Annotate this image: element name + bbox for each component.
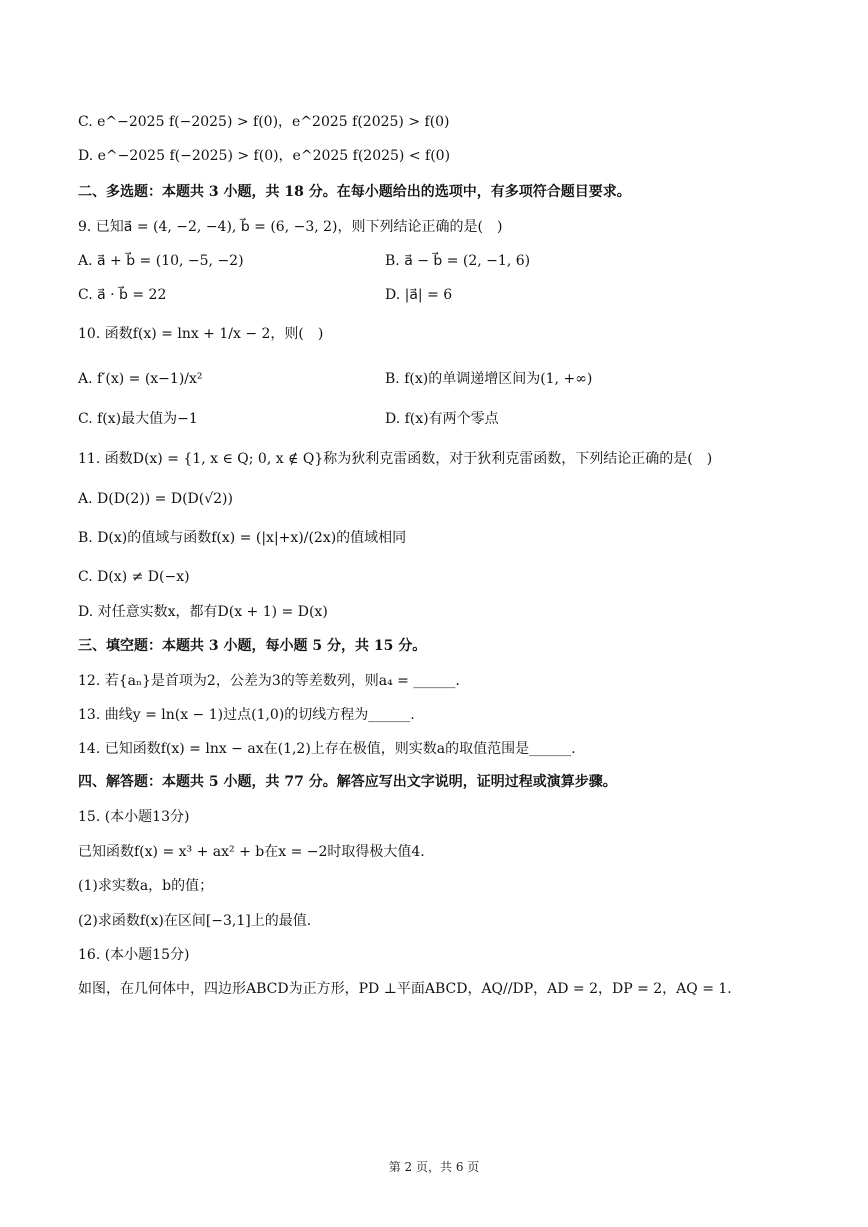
question-15-title: 15. (本小题13分) [78,809,190,825]
option-10a: A. f′(x) = (x−1)/x² [78,371,203,387]
question-10: 10. 函数f(x) = lnx + 1/x − 2，则( ) [78,326,324,342]
question-9: 9. 已知a⃗ = (4, −2, −4), b⃗ = (6, −3, 2)，则下列结论正确的是( ) [78,219,503,235]
option-9a: A. a⃗ + b⃗ = (10, −5, −2) [78,253,244,269]
option-9c: C. a⃗ · b⃗ = 22 [78,287,167,303]
section-2-heading: 二、多选题：本题共 3 小题，共 18 分。在每小题给出的选项中，有多项符合题目要求。 [78,184,631,200]
option-11d: D. 对任意实数x，都有D(x + 1) = D(x) [78,604,328,620]
question-14: 14. 已知函数f(x) = lnx − ax在(1,2)上存在极值，则实数a的取值范围是______. [78,741,576,757]
option-8c: C. e^−2025 f(−2025) > f(0)，e^2025 f(2025) > f(0) [78,114,450,130]
section-4-heading: 四、解答题：本题共 5 小题，共 77 分。解答应写出文字说明，证明过程或演算步骤。 [78,774,617,790]
option-9d: D. |a⃗| = 6 [385,287,453,303]
question-12: 12. 若{aₙ}是首项为2，公差为3的等差数列，则a₄ = ______. [78,673,460,689]
option-8d: D. e^−2025 f(−2025) > f(0)，e^2025 f(2025) < f(0) [78,148,451,164]
option-11c: C. D(x) ≠ D(−x) [78,569,190,585]
question-16-title: 16. (本小题15分) [78,947,190,963]
question-16-stem: 如图，在几何体中，四边形ABCD为正方形，PD ⊥平面ABCD，AQ//DP，AD = 2，DP = 2，AQ = 1. [78,981,732,997]
question-13: 13. 曲线y = ln(x − 1)过点(1,0)的切线方程为______. [78,707,415,723]
page-footer: 第 2 页，共 6 页 [388,1160,480,1174]
option-10d: D. f(x)有两个零点 [385,411,499,427]
question-15-stem: 已知函数f(x) = x³ + ax² + b在x = −2时取得极大值4. [78,844,425,860]
option-9b: B. a⃗ − b⃗ = (2, −1, 6) [385,253,531,269]
question-11: 11. 函数D(x) = {1, x ∈ Q; 0, x ∉ Q}称为狄利克雷函数，对于狄利克雷函数，下列结论正确的是( ) [78,451,713,467]
question-15-part-1: (1)求实数a，b的值； [78,878,214,894]
question-15-part-2: (2)求函数f(x)在区间[−3,1]上的最值. [78,913,312,929]
section-3-heading: 三、填空题：本题共 3 小题，每小题 5 分，共 15 分。 [78,638,427,654]
option-10c: C. f(x)最大值为−1 [78,411,198,427]
option-10b: B. f(x)的单调递增区间为(1, +∞) [385,371,593,387]
option-11b: B. D(x)的值域与函数f(x) = (|x|+x)/(2x)的值域相同 [78,530,407,546]
option-11a: A. D(D(2)) = D(D(√2)) [78,491,233,507]
